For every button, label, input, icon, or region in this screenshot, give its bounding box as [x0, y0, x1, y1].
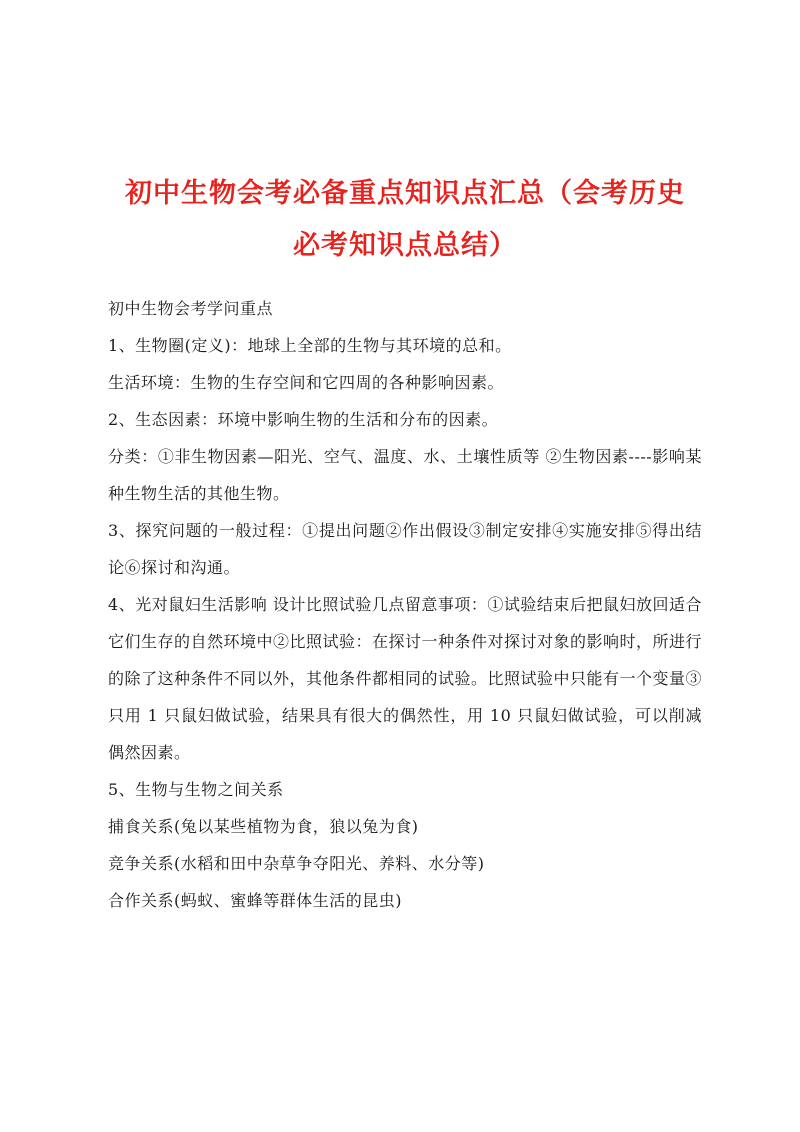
- document-title: [100, 168, 710, 272]
- paragraph-predation: 捕食关系(兔以某些植物为食，狼以兔为食): [108, 817, 419, 836]
- section-heading: 初中生物会考学问重点: [108, 299, 274, 318]
- title-line-2: 必考知识点总结）: [293, 230, 517, 261]
- paragraph-ecological-factors: 2、生态因素：环境中影响生物的生活和分布的因素。: [108, 410, 499, 429]
- paragraph-competition: 竞争关系(水稻和田中杂草争夺阳光、养料、水分等): [108, 854, 485, 873]
- paragraph-cooperation: 合作关系(蚂蚁、蜜蜂等群体生活的昆虫): [108, 891, 402, 910]
- title-line-1: 初中生物会考必备重点知识点汇总（会考历史: [125, 178, 685, 209]
- paragraph-classification: 分类：①非生物因素—阳光、空气、温度、水、土壤性质等 ②生物因素----影响某种生物生活的其他生物。: [108, 447, 702, 503]
- paragraph-biosphere: 1、生物圈(定义)：地球上全部的生物与其环境的总和。: [108, 336, 512, 355]
- document-body: [108, 290, 702, 919]
- paragraph-relationships-heading: 5、生物与生物之间关系: [108, 780, 284, 799]
- paragraph-living-environment: 生活环境：生物的生存空间和它四周的各种影响因素。: [108, 373, 505, 392]
- paragraph-inquiry-process: 3、探究问题的一般过程：①提出问题②作出假设③制定安排④实施安排⑤得出结论⑥探讨和沟通。: [108, 521, 702, 577]
- paragraph-woodlouse-experiment: 4、光对鼠妇生活影响 设计比照试验几点留意事项：①试验结束后把鼠妇放回适合它们生存的自然环境中②比照试验：在探讨一种条件对探讨对象的影响时，所进行的除了这种条件不同以外，其他条件都相同的试验。比照试验中只能有一个变量③只用 1 只鼠妇做试验，结果具有很大的偶然性，用 10 只鼠妇做试验，可以削减偶然因素。: [108, 595, 703, 762]
